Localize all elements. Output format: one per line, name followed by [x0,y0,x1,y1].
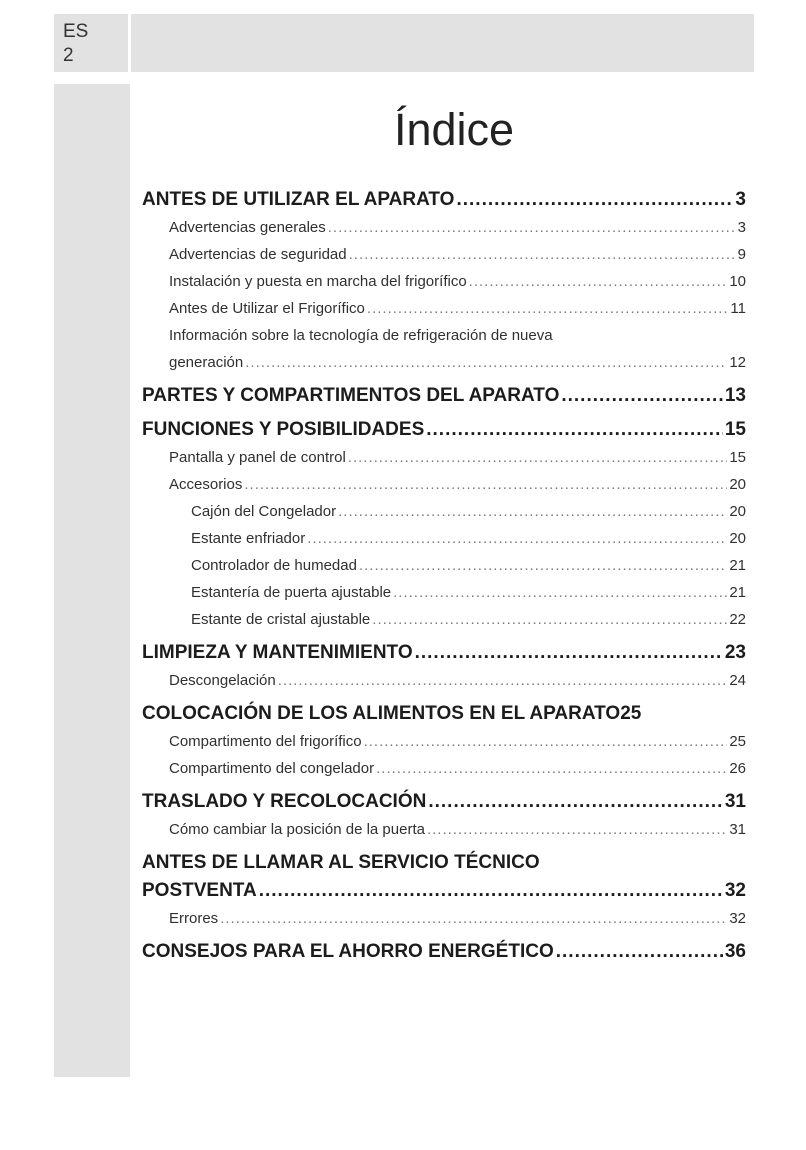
toc-entry-page: 15 [729,449,746,466]
dot-leader [426,416,723,444]
header-bar [131,14,754,72]
toc-subsection [142,471,746,498]
dot-leader [307,525,727,552]
toc-entry-page: 9 [737,246,746,263]
page-title: Índice [393,104,515,155]
toc-subsection [142,241,746,268]
toc-entry-title: ANTES DE UTILIZAR EL APARATO [142,189,455,210]
toc-entry-title: FUNCIONES Y POSIBILIDADES [142,419,425,440]
toc-entry-page: 24 [729,672,746,689]
toc-entry-title-line1: Información sobre la tecnología de refrigeración de nueva [169,327,553,344]
toc-entry-page: 15 [724,419,746,440]
dot-leader [259,877,723,905]
toc-entry-title: Accesorios [169,476,243,493]
dot-leader [393,579,727,606]
toc-entry-page: 32 [724,880,746,901]
toc-entry-title-line1: ANTES DE LLAMAR AL SERVICIO TÉCNICO [142,852,540,873]
dot-leader [367,295,729,322]
toc-entry-title: TRASLADO Y RECOLOCACIÓN [142,791,427,812]
dot-leader [278,667,728,694]
toc-entry-page: 21 [729,557,746,574]
toc-entry-page: 21 [729,584,746,601]
dot-leader [348,444,728,471]
toc-subsection [142,295,746,322]
toc-entry-title: Antes de Utilizar el Frigorífico [169,300,365,317]
dot-leader [220,905,727,932]
toc-entry-page: 25 [729,733,746,750]
dot-leader [359,552,727,579]
toc-entry-title: Compartimento del frigorífico [169,733,362,750]
dot-leader [376,755,727,782]
table-of-contents [142,186,746,966]
toc-entry-page: 11 [730,300,746,317]
toc-subsubsection [142,606,746,633]
toc-entry-title-line2: generación [169,354,244,371]
toc-entry-title: Advertencias de seguridad [169,246,347,263]
toc-entry-page: 25 [620,703,642,724]
toc-subsection [142,444,746,471]
toc-entry-title: Estante de cristal ajustable [191,611,371,628]
toc-section-food-placement [142,700,746,728]
dot-leader [469,268,728,295]
toc-entry-page: 3 [737,219,746,236]
dot-leader [244,471,727,498]
toc-entry-title: Estantería de puerta ajustable [191,584,392,601]
toc-subsection [142,214,746,241]
toc-entry-page: 26 [729,760,746,777]
toc-entry-title-line2: POSTVENTA [142,880,257,901]
toc-entry-title: CONSEJOS PARA EL AHORRO ENERGÉTICO [142,941,554,962]
toc-entry-title: Advertencias generales [169,219,326,236]
toc-entry-page: 10 [729,273,746,290]
dot-leader [428,788,723,816]
toc-entry-title: Pantalla y panel de control [169,449,346,466]
dot-leader [338,498,727,525]
toc-entry-page: 31 [724,791,746,812]
toc-subsubsection [142,498,746,525]
toc-subsection [142,322,746,376]
toc-entry-title: COLOCACIÓN DE LOS ALIMENTOS EN EL APARATO [142,703,621,724]
toc-entry-page: 20 [729,503,746,520]
toc-entry-page: 20 [729,476,746,493]
toc-entry-page: 3 [735,189,746,210]
toc-entry-title: Descongelación [169,672,276,689]
toc-entry-title: Instalación y puesta en marcha del frigorífico [169,273,467,290]
page-number: 2 [63,45,74,66]
page-header-label [54,14,128,72]
toc-entry-page: 36 [724,941,746,962]
toc-section-service [142,849,746,905]
toc-subsubsection [142,579,746,606]
toc-entry-title: Cajón del Congelador [191,503,337,520]
toc-subsection [142,755,746,782]
toc-entry-title: Estante enfriador [191,530,306,547]
toc-section-before-use [142,186,746,214]
toc-subsubsection [142,525,746,552]
dot-leader [456,186,733,214]
toc-entry-page: 31 [729,821,746,838]
dot-leader [349,241,736,268]
toc-entry-title: Compartimento del congelador [169,760,375,777]
toc-section-energy-saving [142,938,746,966]
toc-subsection [142,905,746,932]
toc-entry-title: Controlador de humedad [191,557,357,574]
toc-entry-page: 20 [729,530,746,547]
toc-subsection [142,268,746,295]
toc-entry-page: 32 [729,910,746,927]
side-bar [54,84,130,1077]
toc-entry-title: Cómo cambiar la posición de la puerta [169,821,425,838]
toc-subsection [142,728,746,755]
toc-section-relocation [142,788,746,816]
toc-entry-title: PARTES Y COMPARTIMENTOS DEL APARATO [142,385,560,406]
toc-entry-page: 23 [724,642,746,663]
dot-leader [364,728,728,755]
language-code: ES [63,21,89,42]
toc-entry-title: LIMPIEZA Y MANTENIMIENTO [142,642,413,663]
dot-leader [328,214,736,241]
toc-entry-title: Errores [169,910,219,927]
toc-subsection [142,816,746,843]
dot-leader [561,382,723,410]
toc-entry-page: 13 [724,385,746,406]
toc-section-parts [142,382,746,410]
toc-section-cleaning [142,639,746,667]
toc-section-functions [142,416,746,444]
toc-subsection [142,667,746,694]
toc-entry-page: 22 [729,611,746,628]
toc-subsubsection [142,552,746,579]
dot-leader [372,606,727,633]
dot-leader [245,349,727,376]
dot-leader [427,816,727,843]
dot-leader [415,639,723,667]
dot-leader [556,938,723,966]
toc-entry-page: 12 [729,354,746,371]
